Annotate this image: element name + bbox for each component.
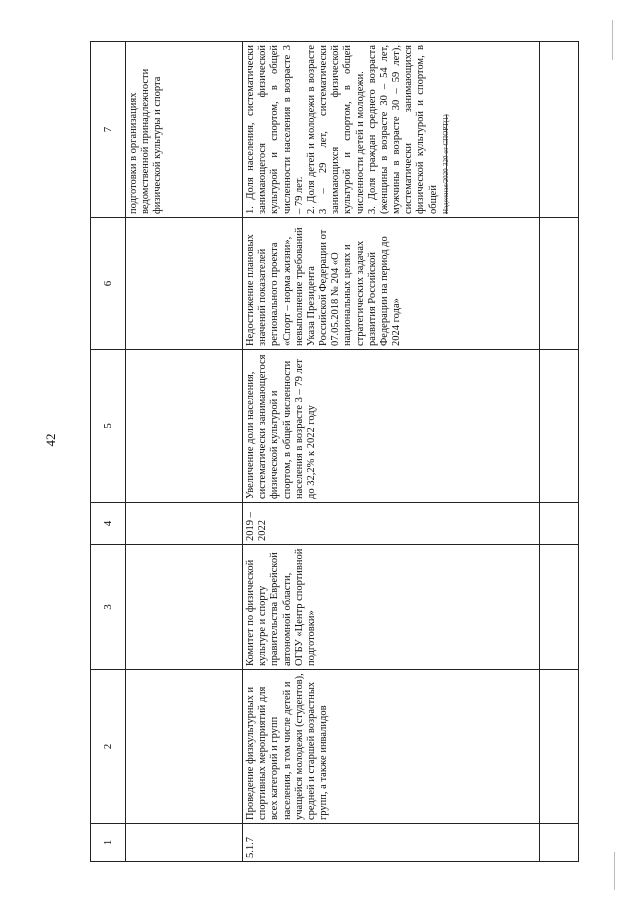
cell-period: 2019 – 2022	[243, 503, 540, 545]
indicator-item: 3. Доля граждан среднего возраста (женщины в возрасте 30 – 54 лет, мужчины в возрасте 30 – 59 лет), систематически занимающихся физической культурой и спортом, в общей	[366, 45, 439, 214]
header-col-3: 3	[91, 545, 126, 670]
cell-expected-result: Увеличение доли населения, систематически занимающегося физической культурой и спортом, в общей численности населения в возрасте 3 – 79 лет до 32,2% к 2022 году	[243, 350, 540, 503]
header-row	[91, 42, 126, 862]
indicator-item: 2. Доля детей и молодежи в возрасте 3 – 29 лет, систематически занимающихся физической культурой и спортом, в общей численности детей и молодежи.	[305, 45, 366, 214]
header-col-2: 2	[91, 670, 126, 824]
table-row	[540, 42, 579, 862]
document-stamp: Надежная/2020-320 от СПОРТ(1)	[441, 114, 450, 214]
cell-measure-name: Проведение физкультурных и спортивных мероприятий для всех категорий и групп населения, в том числе детей и учащейся молодежи (студентов), средней и старшей возрастных групп, а также инвалидов	[243, 670, 540, 824]
header-col-4: 4	[91, 503, 126, 545]
header-col-6: 6	[91, 218, 126, 350]
header-col-7: 7	[91, 42, 126, 218]
cell-consequences: Недостижение плановых значений показателей регионального проекта «Спорт – норма жизни», невыполнение требований Указа Президента Российской Федерации от 07.05.2018 № 204 «О национальных целях и стратегических задачах развития Российской Федерации на период до 2024 года»	[243, 218, 540, 350]
scan-artifact-line	[612, 20, 613, 60]
page-number: 42	[43, 433, 58, 447]
cell-indicator-continuation: подготовки в организациях ведомственной принадлежности физической культуры и спорта	[126, 42, 243, 218]
cell-empty	[540, 350, 579, 503]
cell-empty	[126, 503, 243, 545]
header-col-1: 1	[91, 824, 126, 862]
rotated-table-container	[90, 42, 600, 862]
table-row	[243, 42, 540, 862]
cell-empty	[540, 503, 579, 545]
cell-empty	[540, 218, 579, 350]
cell-empty	[540, 824, 579, 862]
scan-artifact-line	[614, 852, 615, 890]
cell-empty	[126, 218, 243, 350]
cell-responsible: Комитет по физической культуре и спорту правительства Еврейской автономной области, ОГБУ «Центр спортивной подготовки»	[243, 545, 540, 670]
cell-empty	[540, 545, 579, 670]
cell-empty	[540, 670, 579, 824]
header-col-5: 5	[91, 350, 126, 503]
measures-table	[90, 41, 579, 862]
table-frame	[90, 42, 600, 862]
cell-empty	[126, 350, 243, 503]
table-row	[126, 42, 243, 862]
cell-item-number: 5.1.7	[243, 824, 540, 862]
cell-indicators	[243, 42, 540, 218]
cell-empty	[126, 670, 243, 824]
indicator-item: 1. Доля населения, систематически занимающегося физической культурой и спортом, в общей численности населения в возрасте 3 – 79 лет.	[245, 45, 305, 214]
cell-empty	[126, 545, 243, 670]
cell-empty	[540, 42, 579, 218]
cell-empty	[126, 824, 243, 862]
